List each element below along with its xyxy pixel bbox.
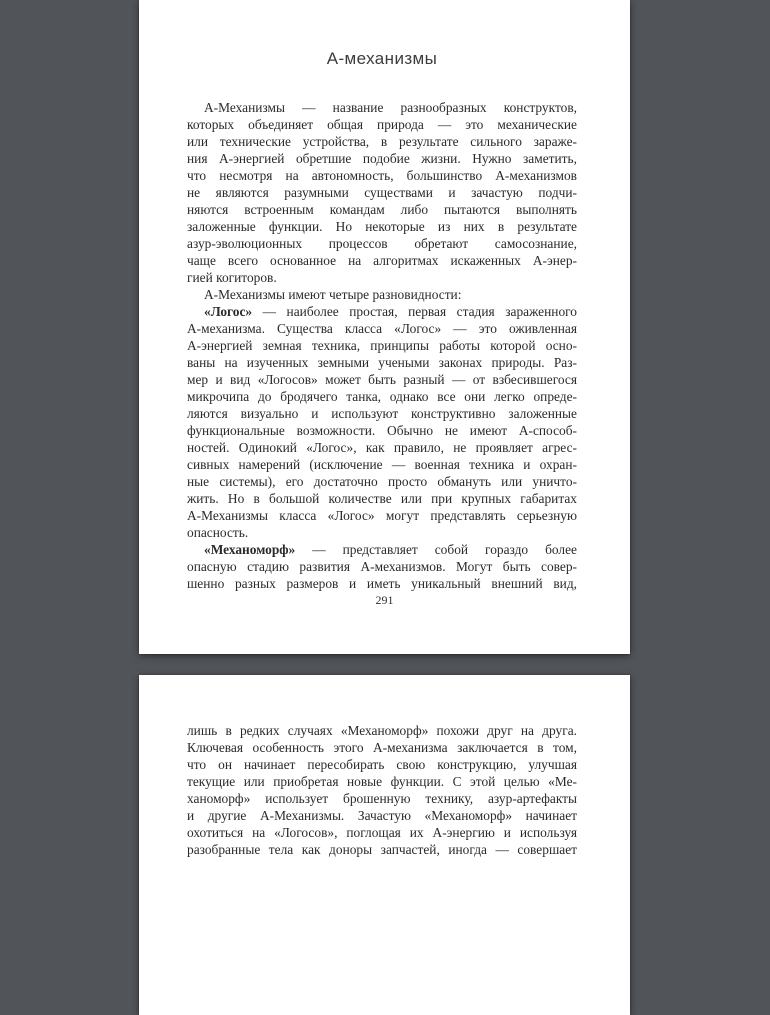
text-line: ния А-энергией обретшие подобие жизни. Нужно заметить, [187,151,577,166]
text-line: не являются разумными существами и зачастую подчи- [187,185,577,200]
next-page-text-block [187,722,577,858]
text-line: микрочипа до бродячего танка, однако все они легко опреде- [187,389,577,404]
bold-term: «Механоморф» [204,542,296,557]
text-line: ностей. Одинокий «Логос», как правило, не проявляет агрес- [187,440,577,455]
text-line: лишь в редких случаях «Механоморф» похожи друг на друга. [187,723,577,738]
text-line: что несмотря на автономность, большинство А-механизмов [187,168,577,183]
text-line: ханоморф» использует брошенную технику, азур-артефакты [187,791,577,806]
chapter-title: А-механизмы [326,49,438,68]
text-line: гией когиторов. [187,270,277,285]
text-line: текущие или приобретая новые функции. С этой целью «Ме- [187,774,577,789]
text-line: «Логос» — наиболее простая, первая стадия зараженного [204,304,577,319]
text-line: «Механоморф» — представляет собой гораздо более [204,542,577,557]
text-line: А-энергией земная техника, принципы работы которой осно- [187,338,577,353]
text-line: что он начинает пересобирать свою конструкцию, улучшая [187,757,577,772]
text-line: ные системы), его достаточно просто обмануть или уничто- [187,474,577,489]
text-line: чаще всего основанное на алгоритмах искаженных А-энер- [187,253,577,268]
text-line: мер и вид «Логосов» может быть разный — от взбесившегося [187,372,577,387]
text-line: опасность. [187,525,249,540]
text-line: ваны на изученных земными учеными законах природы. Раз- [187,355,577,370]
text-line: ляются визуально и используют конструктивно заложенные [187,406,577,421]
bold-term: «Логос» [204,304,253,319]
text-line: А-механизма. Существа класса «Логос» — это оживленная [187,321,577,336]
text-line: разобранные тела как доноры запчастей, иногда — совершает [187,842,577,857]
text-line: сивных намерений (исключение — военная техника и охран- [187,457,577,472]
text-line: охотиться на «Логосов», поглощая их А-энергию и используя [187,825,577,840]
book-page-next [139,675,630,1015]
text-line: и другие А-Механизмы. Зачастую «Механоморф» начинает [187,808,577,823]
text-line: А-Механизмы — название разнообразных конструктов, [204,100,577,115]
text-line: жить. Но в большой количестве или при крупных габаритах [187,491,577,506]
page-291-text-block [187,99,577,592]
text-line: которых объединяет общая природа — это механические [187,117,577,132]
page-number: 291 [375,593,394,607]
text-line: Ключевая особенность этого А-механизма заключается в том, [187,740,577,755]
text-line: заложенные функции. Но некоторые из них в результате [187,219,577,234]
text-line: няются встроенным командам либо пытаются выполнять [187,202,577,217]
text-line: А-Механизмы имеют четыре разновидности: [204,287,462,302]
text-line: шенно разных размеров и иметь уникальный внешний вид, [187,576,577,591]
text-line: функциональные возможности. Обычно не имеют А-способ- [187,423,577,438]
text-line: опасную стадию развития А-механизмов. Могут быть совер- [187,559,577,574]
book-page-291 [139,0,630,654]
text-line: А-Механизмы класса «Логос» могут представлять серьезную [187,508,577,523]
text-line: азур-эволюционных процессов обретают самосознание, [187,236,577,251]
text-line: или технические устройства, в результате сильного зараже- [187,134,577,149]
